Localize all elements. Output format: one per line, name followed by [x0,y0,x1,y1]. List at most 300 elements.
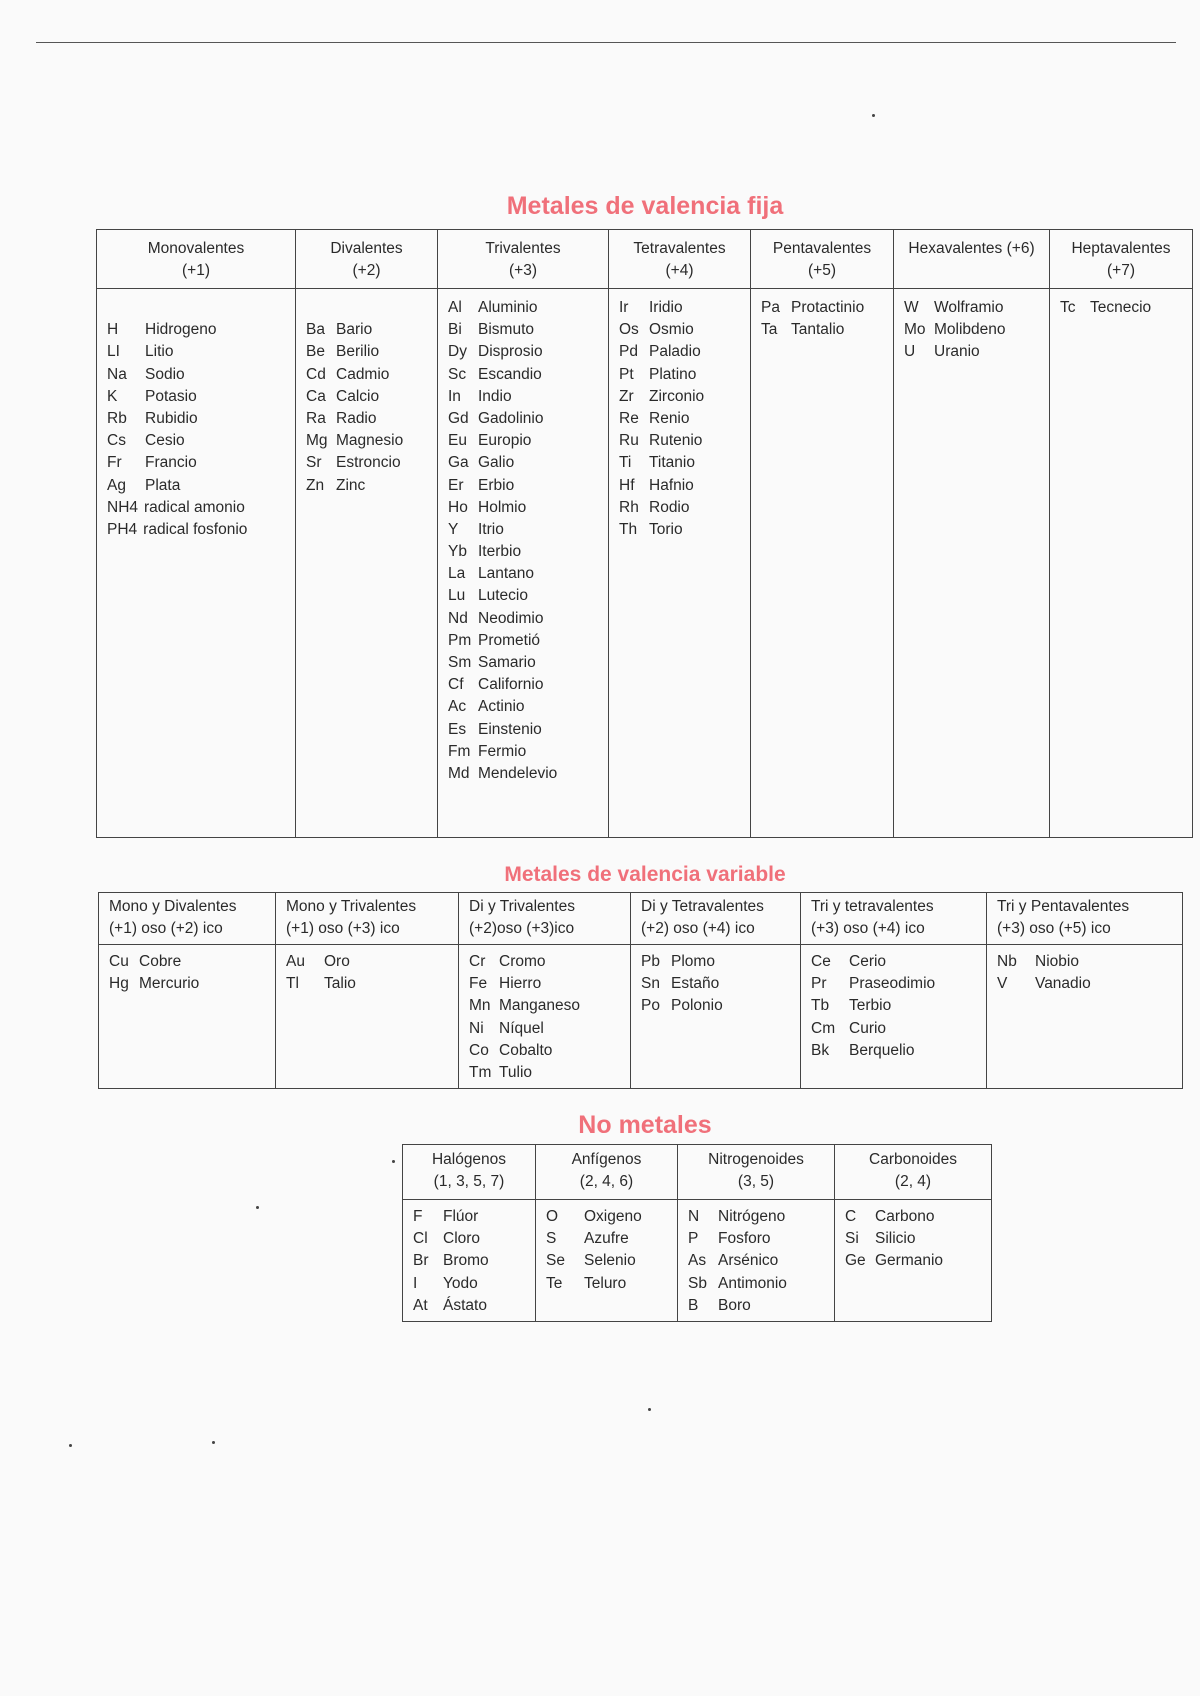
element-name: Tantalio [791,321,845,339]
element-symbol: As [688,1252,707,1270]
element-cell-tri-pentavalentes [987,945,1183,1089]
element-symbol: Mo [904,321,926,339]
list-item [619,430,746,452]
element-symbol: Pa [761,299,780,316]
element-name: Terbio [849,997,892,1015]
element-name: Radio [336,409,377,427]
header-title: Heptavalentes [1071,240,1171,257]
element-name: Europio [478,432,532,450]
element-symbol: Tm [469,1063,492,1081]
table-row [403,1200,992,1322]
element-name: Cadmio [336,365,390,383]
scan-speck [212,1441,215,1444]
element-name: Talio [324,975,356,993]
element-name: Litio [145,343,174,361]
element-name: Tulio [499,1063,533,1081]
element-symbol: Be [306,343,325,361]
list-item [306,408,433,430]
non-metals-title: No metales [578,1111,712,1139]
list-item [448,630,604,652]
element-symbol: Ce [811,953,831,970]
element-name: Silicio [875,1230,916,1248]
element-name: Uranio [934,343,980,361]
element-symbol: I [413,1274,418,1292]
header-valence: (+5) [808,262,836,279]
element-name: Mendelevio [478,764,558,782]
element-name: Berilio [336,343,380,361]
scan-speck [872,114,875,117]
element-symbol: K [107,387,118,405]
element-name: Molibdeno [934,321,1006,339]
element-name: Disprosio [478,343,543,361]
element-symbol: Ir [619,299,629,316]
element-symbol: Sb [688,1274,707,1292]
list-item [688,1273,830,1295]
list-item [469,973,626,995]
element-symbol: Tb [811,997,830,1015]
element-symbol: Te [546,1274,563,1292]
element-symbol: Na [107,365,127,383]
list-item [811,1018,982,1040]
element-symbol: Rb [107,409,127,427]
element-symbol: Sr [306,454,322,472]
element-name: Boro [718,1296,751,1314]
element-name: Estroncio [336,454,401,472]
element-symbol: PH4 [107,520,138,538]
element-cell-anfigenos [536,1200,678,1322]
header-title: Anfígenos [571,1151,642,1168]
header-valence: (+7) [1107,262,1135,279]
table-header-row [403,1145,992,1200]
list-item [306,319,433,341]
element-name: Fosforo [718,1230,771,1248]
element-name: Arsénico [718,1252,779,1270]
element-name: Sodio [145,365,185,383]
header-valence: (+2) [352,262,381,279]
scan-top-line [36,42,1176,43]
list-item [448,430,604,452]
element-name: Azufre [584,1230,629,1248]
list-item [546,1273,673,1295]
list-item [469,1018,626,1040]
element-name: Indio [478,387,512,405]
element-name: Erbio [478,476,515,494]
header-valence: (+2)oso (+3)ico [469,920,575,937]
element-name: Estaño [671,975,720,993]
element-name: radical amonio [144,498,245,516]
list-item [448,497,604,519]
element-symbol: F [413,1208,423,1225]
list-item [107,341,291,363]
element-name: Francio [145,454,197,472]
element-symbol: Sn [641,975,660,993]
element-symbol: Bi [448,321,462,339]
header-valence: (1, 3, 5, 7) [433,1173,505,1190]
element-name: Iridio [649,299,683,316]
list-item [619,319,746,341]
element-name: Yodo [443,1274,478,1292]
element-name: Vanadio [1035,975,1091,993]
list-item [811,995,982,1017]
element-name: Plomo [671,953,715,970]
header-valence: (3, 5) [737,1173,775,1190]
element-cell-carbonoides [835,1200,992,1322]
element-symbol: Yb [448,543,467,561]
list-item [619,386,746,408]
table-row [97,289,1193,838]
element-symbol: Nb [997,953,1017,970]
element-name: Praseodimio [849,975,936,993]
list-item [811,973,982,995]
header-title: Halógenos [431,1151,507,1168]
list-item [448,652,604,674]
element-name: Ástato [443,1296,487,1314]
element-name: Actinio [478,698,525,716]
element-name: Renio [649,409,690,427]
list-item [306,341,433,363]
list-item [904,319,1045,341]
list-item [448,741,604,763]
element-symbol: Dy [448,343,467,361]
element-name: Hidrogeno [145,321,217,339]
header-valence: (+3) [509,262,537,279]
list-item [448,608,604,630]
element-symbol: Cf [448,676,464,694]
header-valence: (+1) oso (+3) ico [286,920,400,937]
list-item [448,452,604,474]
element-name: Hierro [499,975,542,993]
element-cell-heptavalentes [1050,289,1193,838]
element-symbol: LI [107,343,120,361]
element-name: Oro [324,953,350,970]
element-symbol: V [997,975,1008,993]
element-name: Torio [649,520,683,538]
element-name: Rodio [649,498,690,516]
element-name: Galio [478,454,515,472]
fixed-valence-title: Metales de valencia fija [506,192,784,220]
element-name: Oxigeno [584,1208,642,1225]
header-title: Tri y tetravalentes [811,898,934,915]
element-cell-tetravalentes [609,289,751,838]
header-title: Nitrogenoides [708,1151,804,1168]
element-symbol: Si [845,1230,859,1248]
element-cell-monovalentes [97,289,296,838]
element-name: Potasio [145,387,197,405]
list-item [688,1295,830,1317]
element-symbol: Mg [306,432,328,450]
element-symbol: In [448,387,461,405]
list-item [469,951,626,973]
element-cell-tri-tetravalentes [801,945,987,1089]
element-cell-divalentes [296,289,438,838]
list-item [306,430,433,452]
list-item [761,297,889,319]
element-cell-hexavalentes [894,289,1050,838]
element-symbol: Lu [448,587,466,605]
element-name: Aluminio [478,299,538,316]
element-symbol: Y [448,520,459,538]
element-symbol: Ca [306,387,326,405]
element-name: Hafnio [649,476,694,494]
element-name: Cerio [849,953,887,970]
column-header-halogenos [403,1145,536,1200]
element-symbol: Ge [845,1252,866,1270]
element-symbol: Cd [306,365,326,383]
list-item [448,408,604,430]
element-name: Cobalto [499,1041,553,1059]
element-symbol: Ra [306,409,326,427]
list-item [107,475,291,497]
element-symbol: Er [448,476,464,494]
header-title: Hexavalentes (+6) [908,240,1035,257]
element-symbol: Hg [109,975,129,993]
list-item [448,563,604,585]
header-valence: (+1) oso (+2) ico [109,920,223,937]
element-name: Lantano [478,565,535,583]
list-item [904,297,1045,319]
list-item [109,951,271,973]
element-cell-mono-divalentes [99,945,276,1089]
element-symbol: Al [448,299,462,316]
element-symbol: Br [413,1252,429,1270]
column-header-tri-tetravalentes [801,893,987,945]
element-name: Fermio [478,742,527,760]
element-symbol: Pd [619,343,638,361]
element-name: Calcio [336,387,380,405]
header-valence: (+4) [665,262,694,279]
list-item [448,475,604,497]
list-item [845,1228,987,1250]
element-symbol: H [107,321,119,339]
element-symbol: Tl [286,975,299,993]
list-item [997,951,1178,973]
column-header-tetravalentes [609,230,751,289]
list-item [997,973,1178,995]
element-name: Zirconio [649,387,705,405]
list-item [286,951,454,973]
variable-valence-title: Metales de valencia variable [504,863,786,886]
header-title: Tri y Pentavalentes [997,898,1130,915]
element-symbol: Bk [811,1041,830,1059]
element-name: Titanio [649,454,695,472]
element-name: Paladio [649,343,701,361]
column-header-anfigenos [536,1145,678,1200]
element-symbol: Mn [469,997,491,1015]
element-symbol: Sc [448,365,467,383]
scan-speck [69,1444,72,1447]
element-symbol: Pt [619,365,634,383]
element-symbol: Ag [107,476,126,494]
header-title: Di y Tetravalentes [641,898,764,915]
list-item [688,1250,830,1272]
element-name: Curio [849,1019,887,1037]
list-item [448,386,604,408]
list-item [448,719,604,741]
element-symbol: Ga [448,454,469,472]
header-valence: (+3) oso (+4) ico [811,920,925,937]
element-symbol: Cl [413,1230,428,1248]
column-header-heptavalentes [1050,230,1193,289]
element-name: Cromo [499,953,546,970]
element-name: Gadolinio [478,409,544,427]
element-cell-nitrogenoides [678,1200,835,1322]
variable-valence-table [98,892,1183,1089]
column-header-monovalentes [97,230,296,289]
element-name: Osmio [649,321,694,339]
header-title: Monovalentes [147,240,245,257]
element-name: Mercurio [139,975,200,993]
element-name: Bario [336,321,373,339]
column-header-di-tetravalentes [631,893,801,945]
list-item [448,297,604,319]
table-header-row [97,230,1193,289]
list-item [469,1040,626,1062]
list-item [688,1228,830,1250]
element-symbol: Gd [448,409,469,427]
element-name: Einstenio [478,720,542,738]
element-symbol: Zn [306,476,325,494]
element-name: Itrio [478,520,504,538]
element-name: Nitrógeno [718,1208,786,1225]
element-symbol: Ta [761,321,778,339]
element-symbol: Os [619,321,639,339]
element-symbol: B [688,1296,699,1314]
element-name: Escandio [478,365,542,383]
list-item [448,364,604,386]
element-name: Prometió [478,631,541,649]
table-row [99,945,1183,1089]
element-symbol: Ho [448,498,468,516]
element-name: Magnesio [336,432,404,450]
element-name: Antimonio [718,1274,787,1292]
list-item [641,995,796,1017]
element-symbol: W [904,299,919,316]
header-title: Divalentes [330,240,403,257]
column-header-nitrogenoides [678,1145,835,1200]
element-symbol: Pm [448,631,472,649]
list-item [641,973,796,995]
list-item [306,452,433,474]
list-item [109,973,271,995]
list-item [107,452,291,474]
list-item [107,364,291,386]
element-symbol: Ni [469,1019,484,1037]
element-cell-di-tetravalentes [631,945,801,1089]
element-name: Cloro [443,1230,481,1248]
list-item [811,951,982,973]
header-title: Tetravalentes [633,240,726,257]
header-valence: (+2) oso (+4) ico [641,920,755,937]
list-item [107,319,291,341]
element-symbol: Zr [619,387,634,405]
element-symbol: C [845,1208,857,1225]
element-name: Bismuto [478,321,534,339]
scan-speck [256,1206,259,1209]
column-header-tri-pentavalentes [987,893,1183,945]
header-valence: (+3) oso (+5) ico [997,920,1111,937]
list-item [448,674,604,696]
element-name: Protactinio [791,299,865,316]
list-item [448,696,604,718]
element-name: Germanio [875,1252,944,1270]
element-symbol: Hf [619,476,635,494]
header-title: Carbonoides [869,1151,957,1168]
list-item [619,364,746,386]
list-item [448,341,604,363]
element-symbol: Rh [619,498,639,516]
list-item [413,1228,531,1250]
list-item [107,430,291,452]
element-symbol: Sm [448,654,472,671]
element-symbol: Se [546,1252,565,1270]
list-item [619,297,746,319]
element-name: Selenio [584,1252,636,1270]
list-item [448,319,604,341]
element-name: Teluro [584,1274,627,1292]
element-symbol: Ba [306,321,325,339]
element-cell-trivalentes [438,289,609,838]
list-item [845,1250,987,1272]
non-metals-table [402,1144,992,1322]
element-symbol: N [688,1208,700,1225]
list-item [619,519,746,541]
header-valence: (2, 4, 6) [579,1173,634,1190]
element-cell-mono-trivalentes [276,945,459,1089]
element-symbol: Nd [448,609,468,627]
element-name: Tecnecio [1090,299,1152,316]
column-header-trivalentes [438,230,609,289]
element-name: Lutecio [478,587,528,605]
list-item [306,364,433,386]
element-name: Zinc [336,476,366,494]
element-name: Cobre [139,953,182,970]
list-item [619,408,746,430]
element-name: Flúor [443,1208,479,1225]
list-item [306,386,433,408]
element-symbol: At [413,1296,428,1314]
element-name: Níquel [499,1019,544,1037]
element-symbol: U [904,343,916,361]
element-symbol: Fm [448,742,471,760]
element-symbol: S [546,1230,557,1248]
element-name: Plata [145,476,181,494]
element-symbol: Pb [641,953,660,970]
element-symbol: Ru [619,432,639,450]
element-name: Platino [649,365,697,383]
element-symbol: Fe [469,975,488,993]
list-item [761,319,889,341]
element-name: Manganeso [499,997,581,1015]
column-header-divalentes [296,230,438,289]
header-title: Mono y Trivalentes [286,898,417,915]
list-item [286,973,454,995]
list-item [107,519,291,541]
list-item [448,541,604,563]
element-symbol: Re [619,409,639,427]
column-header-pentavalentes [751,230,894,289]
element-cell-halogenos [403,1200,536,1322]
element-symbol: Cu [109,953,129,970]
element-name: Holmio [478,498,527,516]
table-header-row [99,893,1183,945]
element-name: radical fosfonio [143,520,248,538]
column-header-carbonoides [835,1145,992,1200]
header-title: Mono y Divalentes [109,898,237,915]
header-valence: (2, 4) [894,1173,932,1190]
element-name: Wolframio [934,299,1004,316]
list-item [688,1206,830,1228]
element-symbol: Fr [107,454,122,472]
